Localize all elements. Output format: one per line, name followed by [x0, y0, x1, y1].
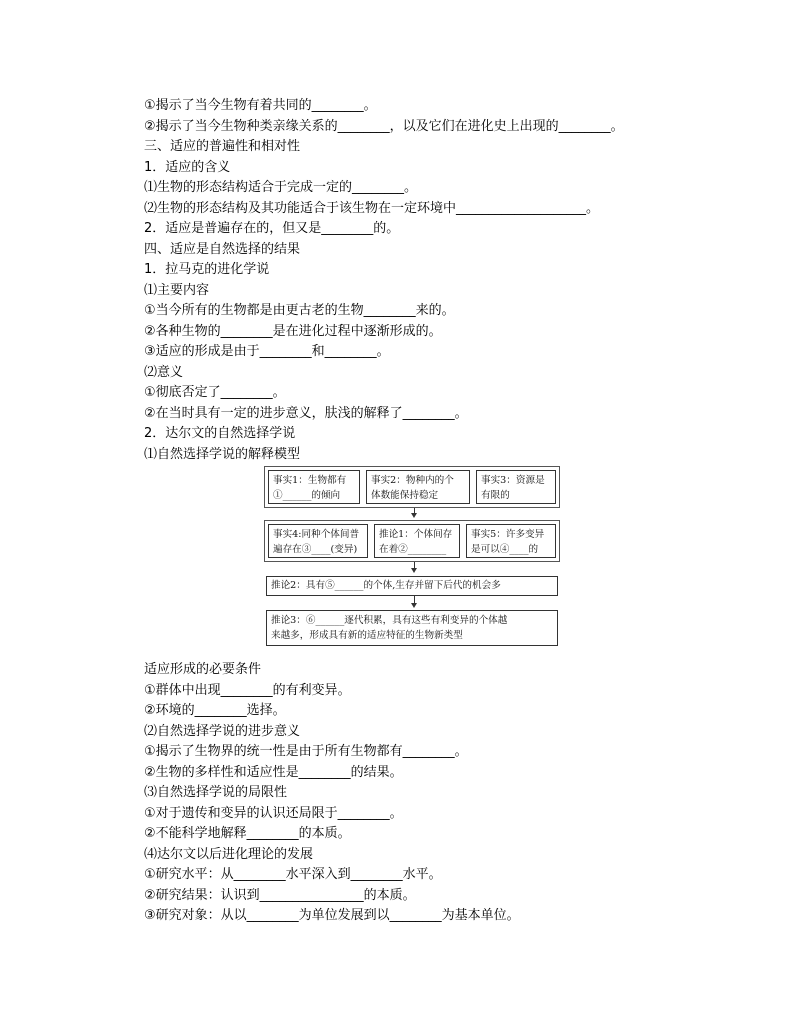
- section-heading: 四、适应是自然选择的结果: [144, 241, 301, 257]
- inference1-box: 推论1：个体间存 在着②________: [374, 524, 460, 558]
- text-line: ⑵生物的形态结构及其功能适合于该生物在一定环境中____________________。: [144, 200, 600, 216]
- text-line: ①对于遗传和变异的认识还局限于________。: [144, 805, 403, 821]
- text-line: ②环境的________选择。: [144, 703, 286, 718]
- text-line: ⑷达尔文以后进化理论的发展: [144, 846, 314, 862]
- fact1-box: 事实1：生物都有 ①______的倾向: [268, 470, 360, 504]
- text-block-top: [144, 96, 664, 465]
- text-line: ⑴主要内容: [144, 282, 210, 298]
- arrow-down-icon: [411, 603, 417, 608]
- text-line: 1．适应的含义: [144, 159, 231, 175]
- text-line: ②研究结果：认识到________________的本质。: [144, 887, 416, 903]
- text-line: ②在当时具有一定的进步意义，肤浅的解释了________。: [144, 405, 468, 421]
- text-line: ②生物的多样性和适应性是________的结果。: [144, 764, 403, 780]
- text-line: ⑶自然选择学说的局限性: [144, 785, 288, 800]
- text-line: ②揭示了当今生物种类亲缘关系的________，以及它们在进化史上出现的________。: [144, 118, 624, 134]
- section-heading: 三、适应的普遍性和相对性: [144, 139, 301, 154]
- text-line: ①研究水平：从________水平深入到________水平。: [144, 867, 442, 882]
- fact4-box: 事实4:同种个体间普 遍存在③____(变异): [268, 524, 368, 558]
- fact5-box: 事实5：许多变异 是可以④____的: [466, 524, 556, 558]
- text-line: ①彻底否定了________。: [144, 385, 286, 400]
- text-line: ③适应的形成是由于________和________。: [144, 344, 390, 359]
- fact3-box: 事实3：资源是 有限的: [476, 470, 556, 504]
- text-line: ②不能科学地解释________的本质。: [144, 826, 351, 841]
- text-line: ⑵自然选择学说的进步意义: [144, 723, 301, 739]
- text-block-bottom: [144, 660, 664, 927]
- text-line: 2．适应是普遍存在的，但又是________的。: [144, 221, 400, 236]
- text-line: ③研究对象：从以________为单位发展到以________为基本单位。: [144, 908, 520, 923]
- text-line: ⑴自然选择学说的解释模型: [144, 446, 301, 462]
- text-line: ⑴生物的形态结构适合于完成一定的________。: [144, 180, 418, 195]
- text-line: ①群体中出现________的有利变异。: [144, 682, 351, 698]
- arrow-down-icon: [411, 568, 417, 573]
- inference2-box: 推论2：具有⑤______的个体,生存并留下后代的机会多: [266, 576, 558, 596]
- text-line: ②各种生物的________是在进化过程中逐渐形成的。: [144, 323, 442, 339]
- fact2-box: 事实2：物种内的个 体数能保持稳定: [366, 470, 470, 504]
- text-line: ⑵意义: [144, 364, 184, 380]
- text-line: ①揭示了当今生物有着共同的________。: [144, 98, 377, 113]
- text-line: 适应形成的必要条件: [144, 662, 262, 677]
- text-line: ①揭示了生物界的统一性是由于所有生物都有________。: [144, 744, 468, 759]
- arrow-down-icon: [411, 513, 417, 518]
- inference3-box: 推论3：⑥______逐代积累，具有这些有利变异的个体越 来越多，形成具有新的适应特征的生物新类型: [266, 610, 558, 646]
- natural-selection-diagram: [264, 466, 560, 648]
- text-line: 1．拉马克的进化学说: [144, 262, 270, 277]
- text-line: ①当今所有的生物都是由更古老的生物________来的。: [144, 303, 455, 318]
- text-line: 2．达尔文的自然选择学说: [144, 426, 296, 441]
